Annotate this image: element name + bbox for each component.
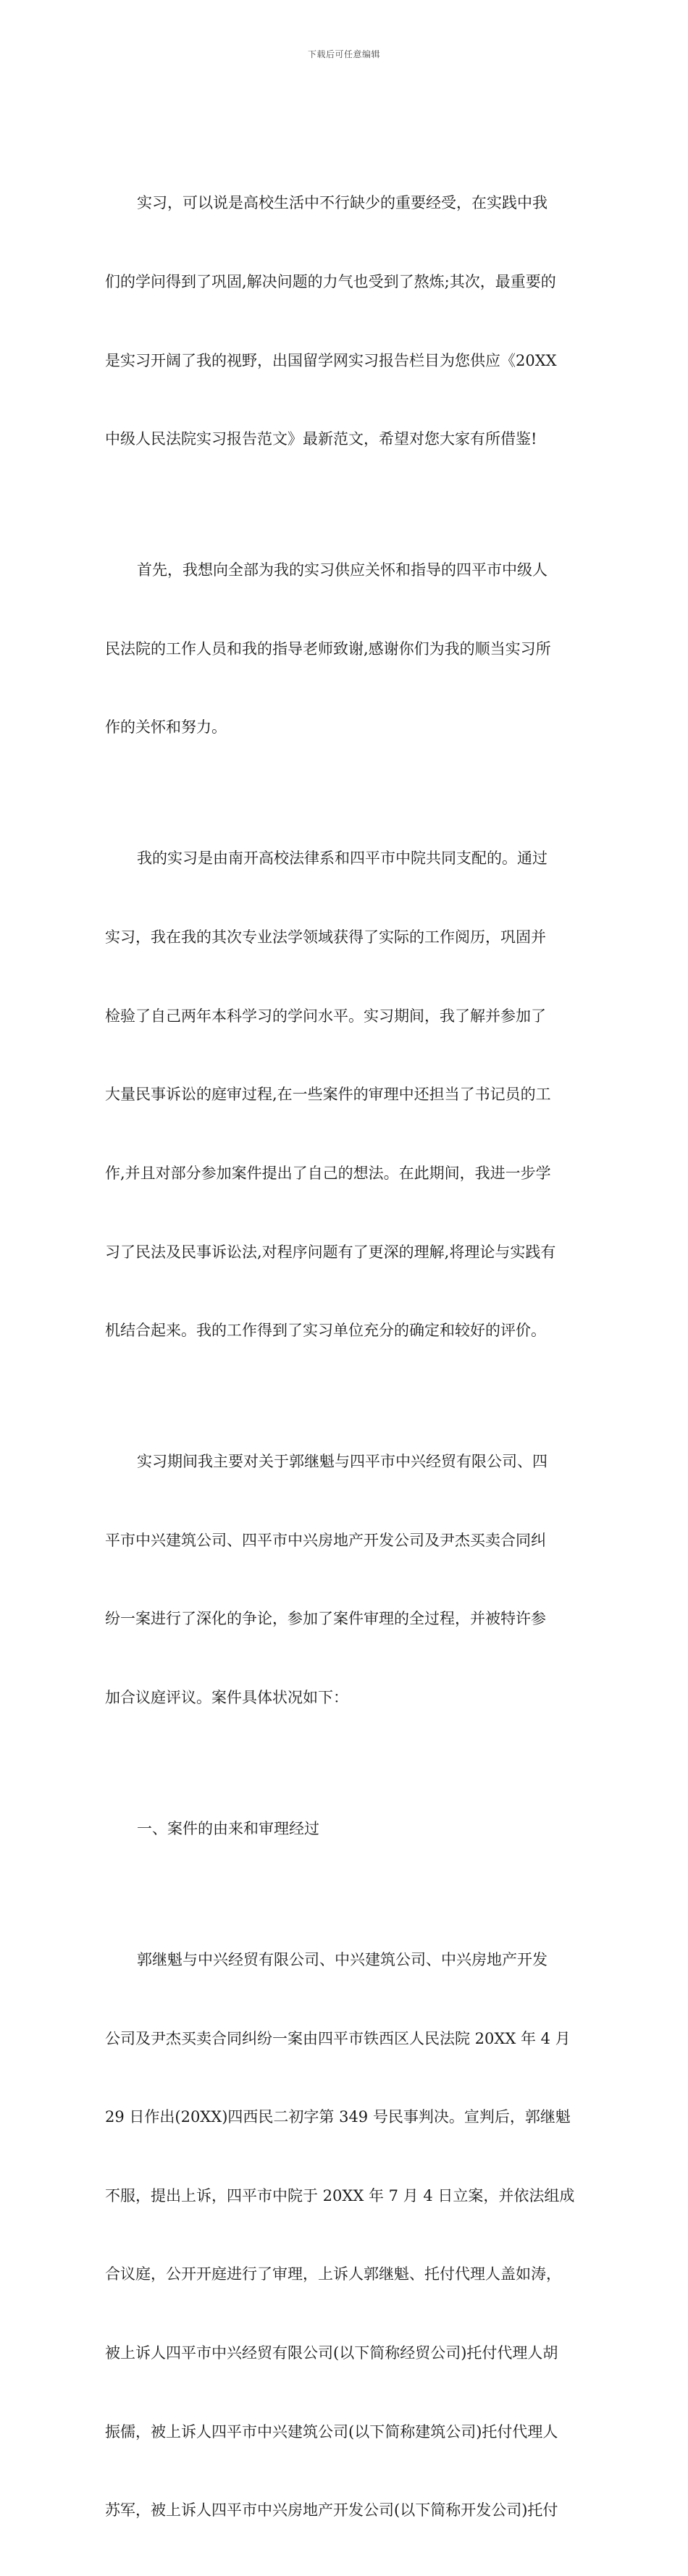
text-line: 检验了自己两年本科学习的学问水平。实习期间，我了解并参加了: [105, 1007, 546, 1025]
text-line: 民法院的工作人员和我的指导老师致谢,感谢你们为我的顺当实习所: [105, 639, 551, 658]
section-heading-text: 一、案件的由来和审理经过: [137, 1820, 319, 1837]
text-line: 实习，可以说是高校生活中不行缺少的重要经受，在实践中我: [137, 194, 548, 212]
text-line: 平市中兴建筑公司、四平市中兴房地产开发公司及尹杰买卖合同纠: [105, 1531, 546, 1549]
text-line: 实习期间我主要对关于郭继魁与四平市中兴经贸有限公司、四: [137, 1453, 548, 1471]
section-heading: [105, 1763, 587, 1895]
text-line: 机结合起来。我的工作得到了实习单位充分的确定和较好的评价。: [105, 1322, 546, 1340]
text-line: 纷一案进行了深化的争论，参加了案件审理的全过程，并被特许参: [105, 1610, 546, 1628]
text-line: 振儒，被上诉人四平市中兴建筑公司(以下简称建筑公司)托付代理人: [105, 2422, 558, 2441]
text-line: 们的学问得到了巩固,解决问题的力气也受到了熬炼;其次，最重要的: [105, 273, 556, 291]
page-header: 下载后可任意编辑: [307, 49, 380, 59]
paragraph-5: [105, 1895, 587, 2576]
text-line: 作的关怀和努力。: [105, 718, 227, 737]
paragraph-4: [105, 1396, 587, 1763]
text-line: 我的实习是由南开高校法律系和四平市中院共同支配的。通过: [137, 849, 548, 868]
paragraph-1: [105, 138, 587, 505]
text-line: 被上诉人四平市中兴经贸有限公司(以下简称经贸公司)托付代理人胡: [105, 2344, 558, 2362]
text-line: 首先，我想向全部为我的实习供应关怀和指导的四平市中级人: [137, 561, 548, 579]
text-line: 实习，我在我的其次专业法学领域获得了实际的工作阅历，巩固并: [105, 928, 546, 947]
text-line: 加合议庭评议。案件具体状况如下：: [105, 1688, 348, 1706]
paragraph-2: [105, 505, 587, 793]
text-line: 29 日作出(20XX)四西民二初字第 349 号民事判决。宣判后，郭继魁: [105, 2108, 571, 2126]
text-line: 大量民事诉讼的庭审过程,在一些案件的审理中还担当了书记员的工: [105, 1086, 551, 1104]
paragraph-3: [105, 793, 587, 1396]
text-line: 苏军，被上诉人四平市中兴房地产开发公司(以下简称开发公司)托付: [105, 2501, 558, 2520]
text-line: 作,并且对部分参加案件提出了自己的想法。在此期间，我进一步学: [105, 1164, 551, 1182]
text-line: 是实习开阔了我的视野，出国留学网实习报告栏目为您供应《20XX: [105, 351, 557, 369]
text-line: 公司及尹杰买卖合同纠纷一案由四平市铁西区人民法院 20XX 年 4 月: [105, 2029, 571, 2047]
text-line: 郭继魁与中兴经贸有限公司、中兴建筑公司、中兴房地产开发: [137, 1951, 548, 1969]
text-line: 合议庭，公开开庭进行了审理，上诉人郭继魁、托付代理人盖如涛，: [105, 2265, 561, 2283]
text-line: 不服，提出上诉，四平市中院于 20XX 年 7 月 4 日立案，并依法组成: [105, 2186, 575, 2204]
text-line: 中级人民法院实习报告范文》最新范文，希望对您大家有所借鉴!: [105, 430, 537, 448]
text-line: 习了民法及民事诉讼法,对程序问题有了更深的理解,将理论与实践有: [105, 1243, 556, 1261]
document-body: [105, 138, 587, 2576]
